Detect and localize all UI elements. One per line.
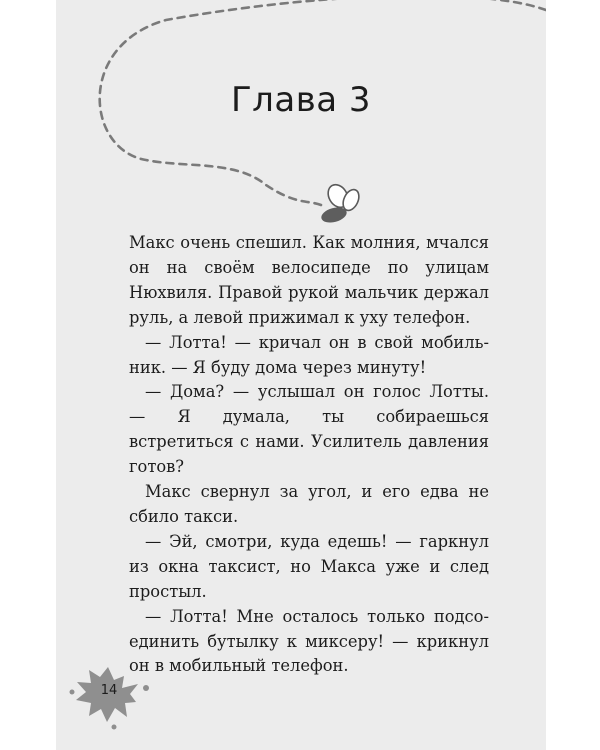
book-page (56, 0, 546, 750)
paragraph: — Лотта! Мне осталось только подсоединить бутылку к миксеру! — крикнул он в мобильный телефон. (129, 606, 489, 676)
fly-icon (320, 181, 362, 225)
paragraph: Макс свернул за угол, и его едва не сбило такси. (129, 482, 489, 526)
chapter-title: Глава 3 (230, 80, 372, 120)
paragraph: — Эй, смотри, куда едешь! — гаркнул из окна таксист, но Макса уже и след простыл. (129, 531, 489, 601)
paragraph: — Лотта! — кричал он в свой мобильник. — Я буду дома через минуту! (129, 332, 489, 377)
paragraph: Макс очень спешил. Как молния, мчался он на своём велосипеде по улицам Нюхвиля. Правой рукой мальчик держал руль, а левой прижимал к уху телефон. (129, 233, 489, 327)
page-number: 14 (100, 683, 118, 698)
chapter-text (129, 231, 489, 679)
paragraph: — Дома? — услышал он голос Лотты. — Я думала, ты собираешься встретиться с нами. Усилитель давления готов? (129, 382, 489, 477)
